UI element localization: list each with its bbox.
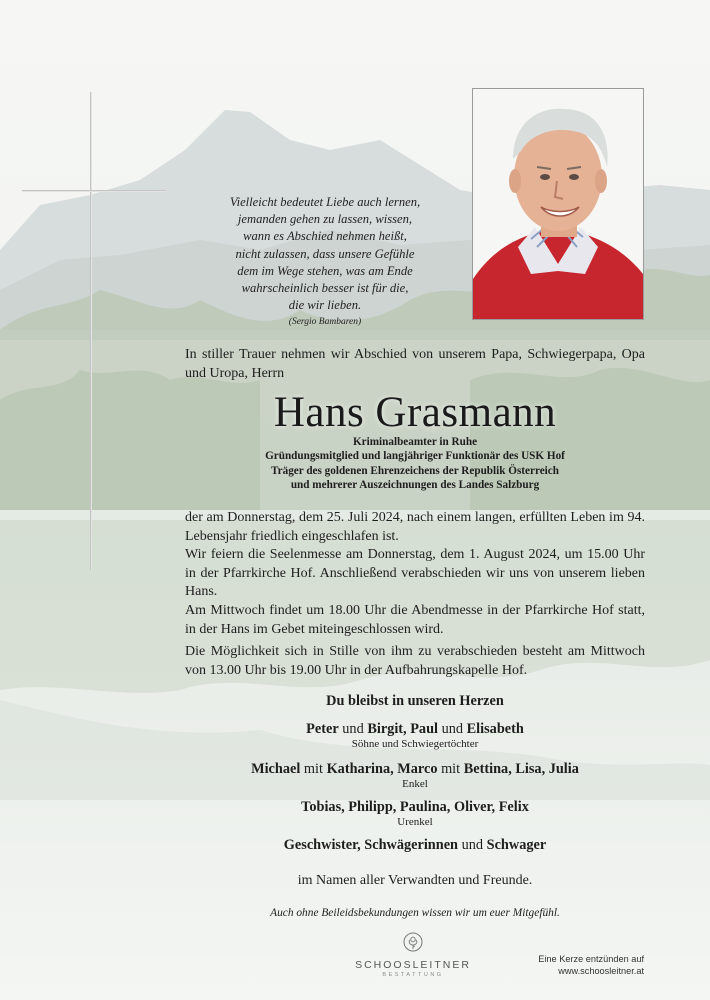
death-notice-paragraph: der am Donnerstag, dem 25. Juli 2024, nach einem langen, erfüllten Leben im 94. Lebensjahr friedlich eingeschlafen ist. — [185, 510, 645, 544]
quote-line: Vielleicht bedeutet Liebe auch lernen, — [229, 195, 421, 209]
family-names: Peter — [306, 721, 339, 737]
deceased-name: Hans Grasmann — [273, 389, 557, 436]
logo-subtitle: BESTATTUNG — [382, 972, 444, 978]
rose-icon — [403, 932, 423, 952]
family-names: Birgit, Paul — [367, 721, 439, 737]
family-connector: mit — [441, 761, 461, 777]
family-relation: Söhne und Schwiegertöchter — [351, 738, 479, 750]
family-names: Michael — [251, 761, 301, 777]
family-relation: Urenkel — [397, 816, 433, 828]
family-names: Tobias, Philipp, Paulina, Oliver, Felix — [301, 799, 529, 815]
cross-horizontal-bar — [22, 190, 166, 192]
quote-author: (Sergio Bambaren) — [288, 317, 362, 328]
family-names: Geschwister, Schwägerinnen — [283, 837, 459, 853]
family-group-sons — [185, 720, 645, 751]
evening-mass-paragraph: Am Mittwoch findet um 18.00 Uhr die Abendmesse in der Pfarrkirche Hof statt, in der Hans im Gebet miteingeschlossen wird. — [185, 603, 645, 637]
quote-line: jemanden gehen zu lassen, wissen, — [237, 212, 413, 227]
family-group-grandchildren — [185, 760, 645, 791]
portrait-illustration — [473, 89, 643, 319]
funeral-home-logo — [355, 932, 471, 978]
family-connector: mit — [303, 761, 323, 777]
quote-line: die wir lieben. — [288, 298, 362, 313]
quote-line: wahrscheinlich besser ist für die, — [241, 281, 409, 296]
intro-text: In stiller Trauer nehmen wir Abschied von unserem Papa, Schwiegerpapa, Opa und Uropa, Herrn — [185, 347, 645, 381]
family-names: Bettina, Lisa, Julia — [463, 761, 579, 777]
family-connector: und — [342, 721, 364, 737]
family-names: Elisabeth — [466, 721, 524, 737]
quote-line: nicht zulassen, dass unsere Gefühle — [235, 246, 415, 261]
closing-line: im Namen aller Verwandten und Freunde. — [297, 873, 533, 888]
title-line: und mehrerer Auszeichnungen des Landes Salzburg — [290, 478, 540, 491]
family-connector: und — [441, 721, 464, 737]
portrait-photo — [472, 88, 644, 320]
family-relation: Enkel — [402, 778, 428, 790]
title-line: Kriminalbeamter in Ruhe — [352, 436, 478, 448]
requiem-paragraph: Wir feiern die Seelenmesse am Donnerstag, dem 1. August 2024, um 15.00 Uhr in der Pfarrkirche Hof. Anschließend verabschieden wir uns von unserem lieben Hans. — [185, 547, 645, 599]
quote-line: dem im Wege stehen, was am Ende — [237, 263, 413, 278]
family-names: Schwager — [486, 837, 547, 853]
title-line: Träger des goldenen Ehrenzeichens der Republik Österreich — [271, 464, 559, 477]
condolence-note: Auch ohne Beileidsbekundungen wissen wir um euer Mitgefühl. — [270, 907, 560, 919]
title-line: Gründungsmitglied und langjähriger Funktionär des USK Hof — [265, 450, 565, 463]
cross-vertical-bar — [90, 92, 92, 570]
candle-link[interactable]: www.schoosleitner.at — [558, 966, 644, 976]
family-group-great-grandchildren — [185, 798, 645, 829]
quote-block — [205, 194, 445, 329]
candle-text: Eine Kerze entzünden auf — [538, 954, 644, 964]
family-group-siblings — [185, 836, 645, 854]
heart-heading: Du bleibst in unseren Herzen — [326, 693, 504, 709]
quote-line: wann es Abschied nehmen heißt, — [243, 229, 407, 244]
logo-name: SCHOOSLEITNER — [355, 959, 471, 971]
family-connector: und — [461, 837, 484, 853]
viewing-paragraph: Die Möglichkeit sich in Stille von ihm zu verabschieden besteht am Mittwoch von 13.00 Uhr bis 19.00 Uhr in der Aufbahrungskapelle Hof. — [185, 644, 645, 678]
family-names: Katharina, Marco — [326, 761, 438, 777]
honorific-titles — [185, 435, 645, 492]
candle-notice — [520, 953, 644, 977]
